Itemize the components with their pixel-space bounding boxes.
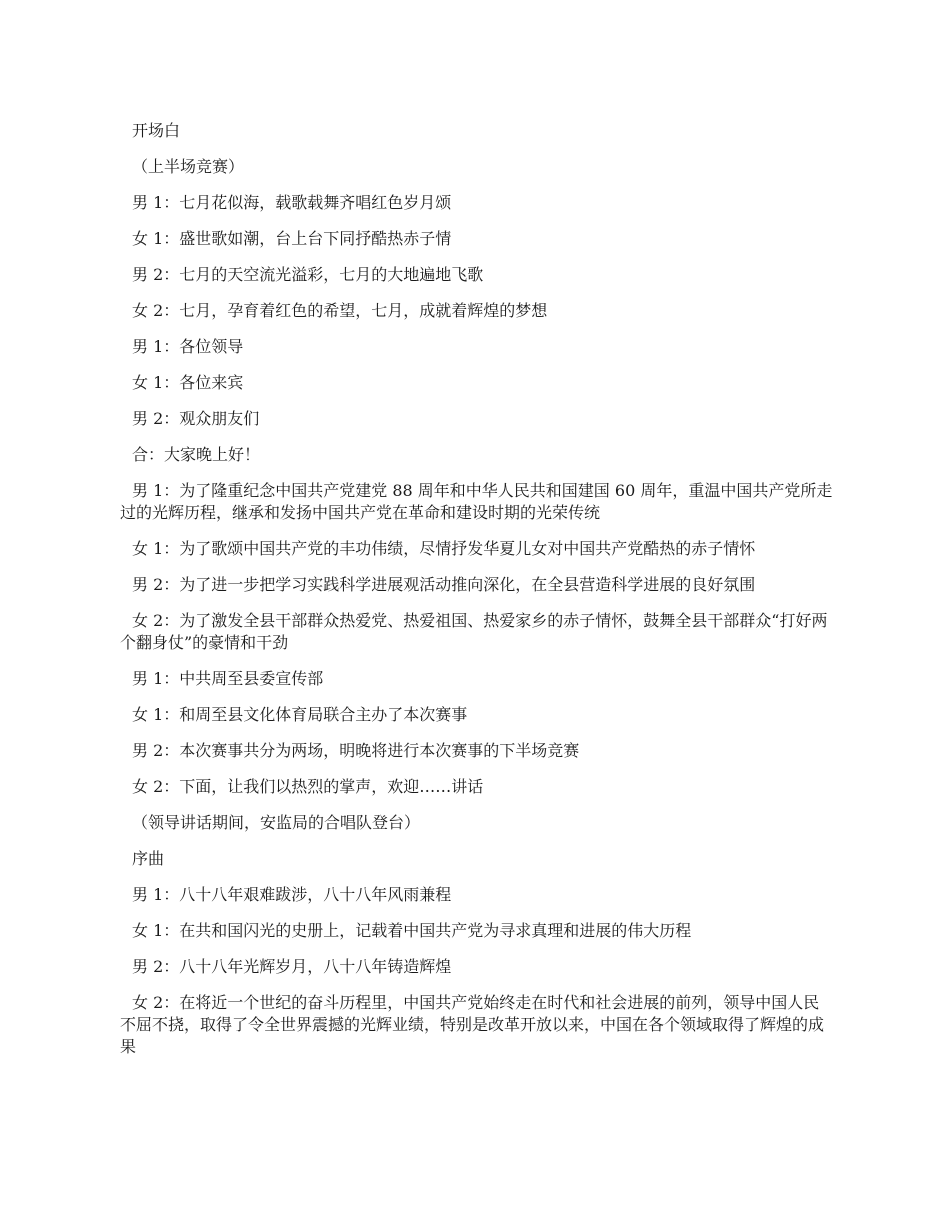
dialogue-line: 男 1：八十八年艰难跋涉，八十八年风雨兼程 bbox=[132, 885, 452, 904]
dialogue-line: 男 2：本次赛事共分为两场，明晚将进行本次赛事的下半场竞赛 bbox=[132, 741, 580, 760]
dialogue-line: 女 1：盛世歌如潮，台上台下同抒酷热赤子情 bbox=[132, 229, 452, 248]
dialogue-line: 男 2：八十八年光辉岁月，八十八年铸造辉煌 bbox=[132, 957, 452, 976]
dialogue-line: 女 2：下面，让我们以热烈的掌声，欢迎……讲话 bbox=[132, 777, 484, 796]
dialogue-line: 女 1：和周至县文化体育局联合主办了本次赛事 bbox=[132, 705, 468, 724]
heading-overture: 序曲 bbox=[132, 849, 165, 868]
dialogue-line: 男 2：观众朋友们 bbox=[132, 409, 260, 428]
dialogue-line: 女 1：在共和国闪光的史册上，记载着中国共产党为寻求真理和进展的伟大历程 bbox=[132, 921, 692, 940]
dialogue-line: 女 2：为了激发全县干部群众热爱党、热爱祖国、热爱家乡的赤子情怀，鼓舞全县干部群众“打好两个翻身仗”的豪情和干劲 bbox=[120, 611, 828, 652]
dialogue-line: 男 1：七月花似海，载歌载舞齐唱红色岁月颂 bbox=[132, 193, 452, 212]
stage-note: （领导讲话期间，安监局的合唱队登台） bbox=[132, 813, 421, 832]
dialogue-line: 男 2：七月的天空流光溢彩，七月的大地遍地飞歌 bbox=[132, 265, 484, 284]
dialogue-line: 男 1：各位领导 bbox=[132, 337, 244, 356]
stage-note: （上半场竞赛） bbox=[132, 157, 245, 176]
dialogue-line: 男 1：中共周至县委宣传部 bbox=[132, 669, 324, 688]
dialogue-line: 女 2：七月，孕育着红色的希望，七月，成就着辉煌的梦想 bbox=[132, 301, 548, 320]
dialogue-line: 男 1：为了隆重纪念中国共产党建党 88 周年和中华人民共和国建国 60 周年，重温中国共产党所走过的光辉历程，继承和发扬中国共产党在革命和建设时期的光荣传统 bbox=[120, 481, 833, 522]
dialogue-line: 女 1：为了歌颂中国共产党的丰功伟绩，尽情抒发华夏儿女对中国共产党酷热的赤子情怀 bbox=[132, 539, 756, 558]
dialogue-line: 女 2：在将近一个世纪的奋斗历程里，中国共产党始终走在时代和社会进展的前列，领导中国人民不屈不挠，取得了令全世界震撼的光辉业绩，特别是改革开放以来，中国在各个领域取得了辉煌的成果 bbox=[120, 993, 825, 1056]
heading-opening: 开场白 bbox=[132, 121, 181, 140]
dialogue-line: 男 2：为了进一步把学习实践科学进展观活动推向深化，在全县营造科学进展的良好氛围 bbox=[132, 575, 756, 594]
document-body bbox=[120, 120, 834, 1072]
dialogue-line: 女 1：各位来宾 bbox=[132, 373, 244, 392]
dialogue-line: 合：大家晚上好！ bbox=[132, 445, 261, 464]
